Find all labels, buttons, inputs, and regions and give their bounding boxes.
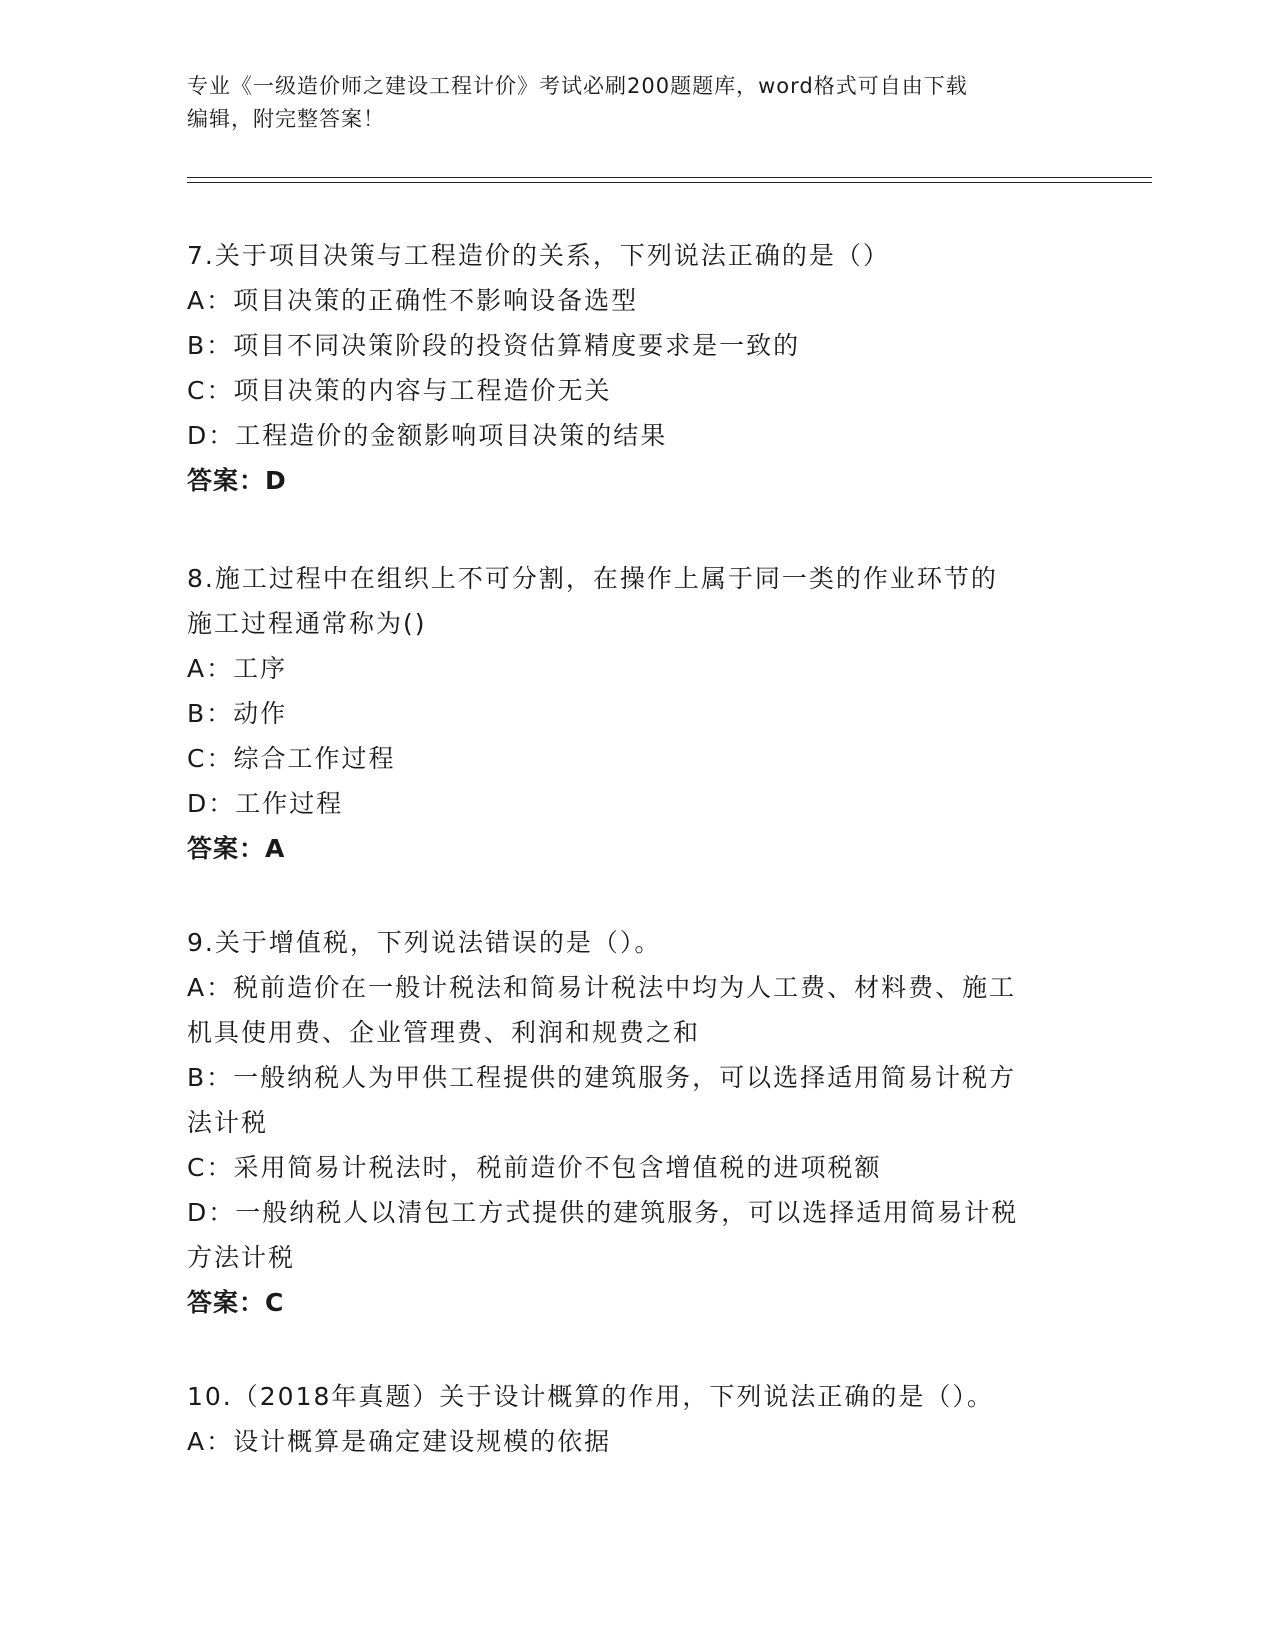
question-8 xyxy=(187,556,1087,871)
header-line-1: 专业《一级造价师之建设工程计价》考试必刷200题题库，word格式可自由下载 xyxy=(187,74,968,98)
option-a: A：工序 xyxy=(187,654,288,683)
option-c: C：综合工作过程 xyxy=(187,744,396,773)
header-divider-bottom xyxy=(187,182,1152,183)
option-b: B：一般纳税人为甲供工程提供的建筑服务，可以选择适用简易计税方 xyxy=(187,1063,1017,1092)
option-a: A：设计概算是确定建设规模的依据 xyxy=(187,1427,612,1456)
question-stem: 7.关于项目决策与工程造价的关系，下列说法正确的是（） xyxy=(187,241,890,270)
answer: 答案：C xyxy=(187,1288,285,1317)
question-stem: 10.（2018年真题）关于设计概算的作用，下列说法正确的是（）。 xyxy=(187,1382,994,1411)
question-9 xyxy=(187,920,1087,1325)
question-stem: 8.施工过程中在组织上不可分割，在操作上属于同一类的作业环节的 xyxy=(187,564,998,593)
option-d: D：工程造价的金额影响项目决策的结果 xyxy=(187,421,668,450)
question-stem: 9.关于增值税，下列说法错误的是（）。 xyxy=(187,928,662,957)
option-b: B：动作 xyxy=(187,699,288,728)
option-b-continued: 法计税 xyxy=(187,1108,269,1137)
option-d: D：工作过程 xyxy=(187,789,344,818)
option-d-continued: 方法计税 xyxy=(187,1243,296,1272)
question-7 xyxy=(187,233,1087,503)
question-stem-continued: 施工过程通常称为() xyxy=(187,609,427,638)
option-c: C：项目决策的内容与工程造价无关 xyxy=(187,376,612,405)
document-header xyxy=(187,70,1087,136)
answer: 答案：D xyxy=(187,466,287,495)
header-divider-top xyxy=(187,177,1152,178)
answer: 答案：A xyxy=(187,834,286,863)
header-line-2: 编辑，附完整答案！ xyxy=(187,107,385,131)
option-a: A：税前造价在一般计税法和简易计税法中均为人工费、材料费、施工 xyxy=(187,973,1017,1002)
option-d: D：一般纳税人以清包工方式提供的建筑服务，可以选择适用简易计税 xyxy=(187,1198,1019,1227)
option-b: B：项目不同决策阶段的投资估算精度要求是一致的 xyxy=(187,331,801,360)
question-10 xyxy=(187,1374,1087,1464)
option-a-continued: 机具使用费、企业管理费、利润和规费之和 xyxy=(187,1018,701,1047)
option-a: A：项目决策的正确性不影响设备选型 xyxy=(187,286,639,315)
option-c: C：采用简易计税法时，税前造价不包含增值税的进项税额 xyxy=(187,1153,882,1182)
